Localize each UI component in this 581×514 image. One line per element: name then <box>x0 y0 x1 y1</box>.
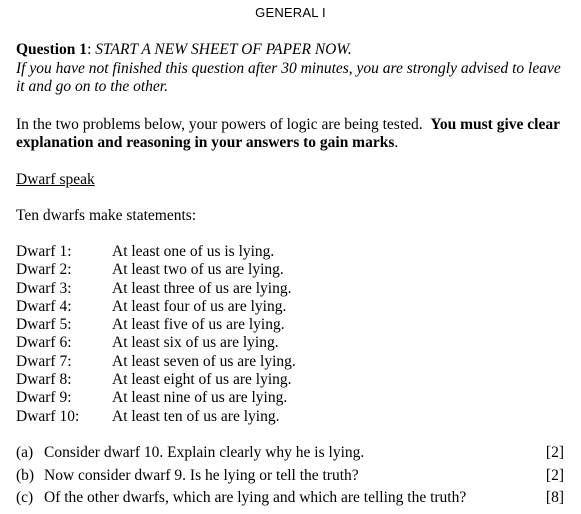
intro-bold-text: You must give clear explanation and reasoning in your answers to gain marks <box>16 116 560 151</box>
section-heading: Dwarf speak <box>16 171 95 188</box>
dwarf-row <box>16 353 296 371</box>
dwarf-statement: At least five of us are lying. <box>112 316 285 334</box>
dwarf-row <box>16 389 296 407</box>
dwarf-row <box>16 298 296 316</box>
dwarf-row <box>16 261 296 279</box>
dwarf-row <box>16 371 296 389</box>
question-title-separator: : <box>87 41 92 58</box>
question-number: Question 1 <box>16 41 88 58</box>
dwarf-statement: At least one of us is lying. <box>112 243 275 260</box>
question-part <box>16 444 564 467</box>
dwarf-row <box>16 334 296 352</box>
dwarf-name: Dwarf 4: <box>16 297 72 315</box>
dwarf-statement: At least four of us are lying. <box>112 297 287 315</box>
part-text: Now consider dwarf 9. Is he lying or tell the truth? <box>44 466 359 484</box>
dwarf-row <box>16 408 296 426</box>
part-text: Consider dwarf 10. Explain clearly why he is lying. <box>44 444 365 461</box>
part-label: (c) <box>16 489 34 506</box>
question-parts <box>16 444 564 512</box>
dwarf-statement: At least two of us are lying. <box>112 261 284 279</box>
question-part <box>16 467 564 490</box>
section-lead: Ten dwarfs make statements: <box>16 207 197 224</box>
dwarf-row <box>16 243 296 261</box>
intro-end-punctuation: . <box>394 134 399 151</box>
part-marks: [2] <box>545 466 564 484</box>
dwarf-name: Dwarf 3: <box>16 279 72 297</box>
dwarf-statement: At least eight of us are lying. <box>112 371 292 389</box>
dwarf-name: Dwarf 8: <box>16 371 72 389</box>
part-text: Of the other dwarfs, which are lying and which are telling the truth? <box>44 489 467 506</box>
dwarf-statement: At least seven of us are lying. <box>112 352 296 370</box>
dwarf-name: Dwarf 1: <box>16 243 72 260</box>
dwarf-name: Dwarf 5: <box>16 316 72 334</box>
question-title <box>16 41 576 59</box>
question-part <box>16 489 564 512</box>
dwarf-name: Dwarf 6: <box>16 334 72 352</box>
dwarf-statement: At least nine of us are lying. <box>112 389 288 407</box>
part-label: (b) <box>16 466 35 484</box>
question-instruction: START A NEW SHEET OF PAPER NOW. <box>95 41 352 58</box>
dwarf-name: Dwarf 9: <box>16 389 72 407</box>
question-intro <box>16 116 574 152</box>
part-marks: [8] <box>545 489 564 506</box>
dwarf-statement: At least three of us are lying. <box>112 279 292 297</box>
intro-plain-text: In the two problems below, your powers of logic are being tested. <box>16 116 423 133</box>
page-header: GENERAL I <box>255 5 326 20</box>
dwarf-name: Dwarf 2: <box>16 261 72 279</box>
part-label: (a) <box>16 444 34 461</box>
dwarf-name: Dwarf 10: <box>16 407 80 425</box>
part-marks: [2] <box>545 444 564 461</box>
dwarf-statement: At least ten of us are lying. <box>112 407 280 425</box>
dwarf-name: Dwarf 7: <box>16 352 72 370</box>
dwarf-row <box>16 316 296 334</box>
dwarf-statements-table <box>16 243 296 426</box>
time-advice: If you have not finished this question after 30 minutes, you are strongly advised to leave it and go on to the other. <box>16 60 561 95</box>
dwarf-row <box>16 280 296 298</box>
dwarf-statement: At least six of us are lying. <box>112 334 279 352</box>
